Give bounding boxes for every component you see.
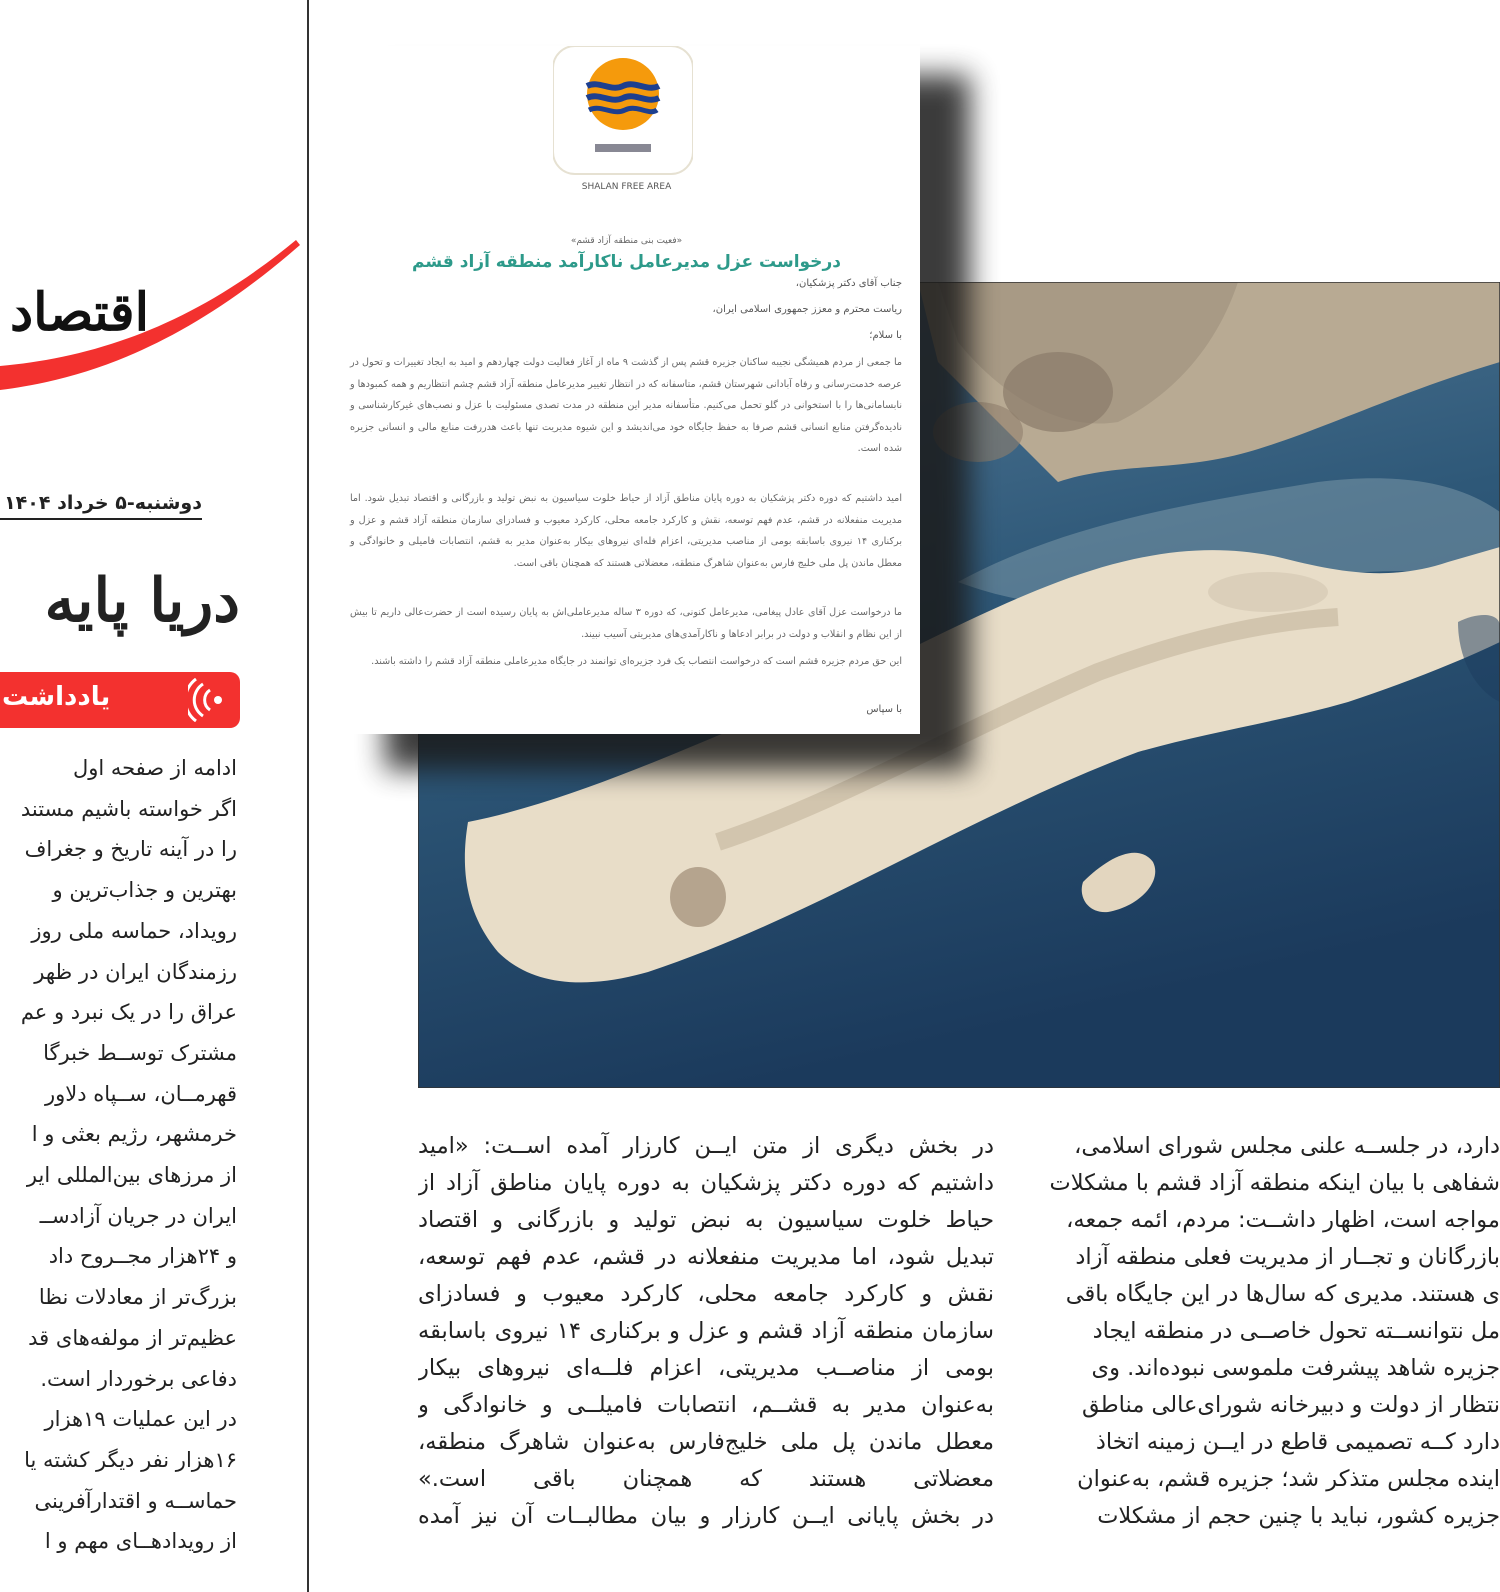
logo-caption: SHALAN FREE AREA: [581, 182, 672, 192]
article-line: بزرگ‌تر از معادلات نظا: [38, 1285, 237, 1310]
article-line: در بخش دیگری از متن ایــن کارزار آمده اســت: «امید: [418, 1133, 994, 1159]
article-line: در این عملیات ۱۹هزار: [44, 1407, 237, 1432]
section-kicker-bar: [0, 672, 240, 728]
article-line: مشترک توســط خبرگا: [43, 1040, 237, 1065]
article-line: و ۲۴هزار مجــروح داد: [48, 1244, 237, 1269]
article-line: رزمندگان ایران در ظهر: [34, 959, 237, 984]
article-line: را در آینه تاریخ و جغراف: [24, 837, 237, 862]
letter-closing: با سپاس: [866, 704, 902, 715]
letter-paragraph: امید داشتیم که دوره دکتر پزشکیان به دوره پایان مناطق آزاد از حیاط خلوت سیاسیون به نبض تولید و بازرگانی و اقتصاد تبدیل شود. اما مدیریت منفعلانه در قشم، عدم فهم توسعه، نقش و کارکرد جامعه محلی، کارکرد معیوب و فسادزای سازمان منطقه آزاد قشم و عزل و برکناری ۱۴ نیروی باسابقه بومی از مناصب مدیریتی، اعزام فله‌ای نیروهای بیکار به‌عنوان مدیر به قشم، انتصابات فامیلی و خانوادگی و معطل ماندن پل ملی خلیج فارس به‌عنوان شاهرگ منطقه، معضلاتی هستند که همچنان باقی است.: [350, 493, 902, 569]
article-line: بازرگانان و تجــار از مدیریت فعلی منطقه آزاد: [1075, 1244, 1500, 1270]
article-line: عظیم‌تر از مولفه‌های قد: [28, 1325, 237, 1350]
letter-paragraph: این حق مردم جزیره قشم است که درخواست انتصاب یک فرد جزیره‌ای توانمند در جایگاه مدیرعاملی منطقه آزاد قشم را داشته باشند.: [371, 656, 902, 667]
letter-paragraph: ما جمعی از مردم همیشگی نجیبه ساکنان جزیره قشم پس از گذشت ۹ ماه از آغاز فعالیت دولت چهاردهم و امید به ایجاد تغییرات و تحول در عرصه خدمت‌رسانی و رفاه آبادانی شهرستان قشم، متاسفانه که در انتظار تغییر مدیرعامل منطقه آزاد قشم چشم انتظاریم و همه کمبودها و نابسامانی‌ها را با استخوانی در گلو تحمل می‌کنیم. متأسفانه مدیر این منطقه در مدت تصدی مسئولیت با عزل و نصب‌های غیرکارشناسی و نادیده‌گرفتن منابع انسانی قشم صرفا به حفظ جایگاه خود می‌اندیشد و این شیوه مدیریت تنها باعث هدررفت منابع مالی و انسانی جزیره شده است.: [350, 357, 903, 454]
article-line: نتظار از دولت و دبیرخانه شورای‌عالی مناطق: [1082, 1392, 1500, 1418]
article-middle-column: [418, 1128, 994, 1535]
salutation-line: جناب آقای دکتر پزشکیان،: [795, 278, 902, 289]
article-line: حماســه و اقتدارآفرینی: [34, 1488, 237, 1513]
article-line: از رویدادهــای مهم و ا: [44, 1529, 237, 1554]
article-line: جزیره شاهد پیشرفت ملموسی نبوده‌اند. وی: [1091, 1355, 1500, 1381]
article-line: رویداد، حماسه ملی روز: [31, 918, 237, 943]
article-line: داشتیم که دوره دکتر پزشکیان به دوره پایان مناطق آزاد از: [418, 1170, 994, 1196]
letter-header-small: «فعیت بنی منطقه آزاد قشم»: [570, 236, 683, 246]
article-line: نقش و کارکرد جامعه محلی، کارکرد معیوب و فسادزای: [418, 1281, 994, 1307]
article-line: شفاهی با بیان اینکه منطقه آزاد قشم با مشکلات: [1049, 1170, 1500, 1196]
article-line: ادامه از صفحه اول: [72, 756, 237, 780]
article-line: به‌عنوان مدیر به قشــم، انتصابات فامیلــی و خانوادگی و: [418, 1392, 994, 1418]
article-line: ی هستند. مدیری که سال‌ها در این جایگاه باقی: [1065, 1281, 1500, 1307]
article-right-column: [1044, 1128, 1500, 1535]
article-line: حیاط خلوت سیاسیون به نبض تولید و بازرگانی و اقتصاد: [418, 1207, 994, 1233]
article-line: جزیره کشور، نباید با چنین حجم از مشکلات: [1097, 1503, 1500, 1529]
article-line: ایران در جریان آزادســ: [39, 1203, 237, 1228]
article-line: بومی از مناصــب مدیریتی، اعزام فلــه‌ای نیروهای بیکار: [418, 1355, 994, 1381]
article-line: دارد، در جلســه علنی مجلس شورای اسلامی،: [1074, 1133, 1500, 1159]
article-line: سازمان منطقه آزاد قشم و عزل و برکناری ۱۴ نیروی باسابقه: [418, 1318, 994, 1344]
petition-letter: [333, 46, 920, 734]
article-line: اگر خواسته باشیم مستند: [20, 796, 237, 821]
article-line: اینده مجلس متذکر شد؛ جزیره قشم، به‌عنوان: [1077, 1466, 1500, 1492]
article-line: در بخش پایانی ایــن کارزار و بیان مطالبــات آن نیز آمده: [418, 1503, 994, 1529]
letter-title: درخواست عزل مدیرعامل ناکارآمد منطقه آزاد قشم: [412, 252, 841, 272]
issue-date: دوشنبه-۵ خرداد ۱۴۰۴: [0, 492, 202, 520]
article-line: بهترین و جذاب‌ترین و: [52, 878, 237, 903]
article-line: دفاعی برخوردار است.: [40, 1366, 237, 1391]
article-line: دارد کــه تصمیمی قاطع در ایــن زمینه اتخاذ: [1095, 1429, 1500, 1455]
article-line: عراق را در یک نبرد و عم: [20, 1000, 237, 1025]
letter-paragraph: ما درخواست عزل آقای عادل پیغامی، مدیرعامل کنونی، که دوره ۳ ساله مدیرعاملی‌اش به پایان رسیده است از حضرت‌عالی داریم تا بیش از این نظام و انقلاب و دولت در برابر ادعاها و ناکارآمدی‌های مدیریتی آسیب نبیند.: [350, 607, 903, 640]
article-line: از مرزهای بین‌المللی ایر: [26, 1163, 237, 1188]
broadcast-icon: [188, 678, 232, 722]
salutation-line: ریاست محترم و معزز جمهوری اسلامی ایران،: [712, 304, 902, 315]
column-divider: [307, 0, 309, 1592]
article-line: معطل ماندن پل ملی خلیج‌فارس به‌عنوان شاهرگ منطقه،: [418, 1429, 994, 1455]
article-line: معضلاتی هستند که همچنان باقی است.»: [418, 1466, 994, 1492]
article-line: مواجه است، اظهار داشــت: مردم، ائمه جمعه،: [1066, 1207, 1500, 1233]
article-line: قهرمــان، ســپاه دلاور: [44, 1081, 237, 1106]
article-left-column: [0, 748, 237, 1562]
page-title: دریا پایه: [44, 566, 240, 636]
kicker-label: یادداشت: [2, 682, 111, 712]
greeting-line: با سلام؛: [869, 330, 902, 341]
qeshm-free-zone-logo: [553, 46, 693, 176]
article-line: ۱۶هزار نفر دیگر کشته یا: [24, 1447, 237, 1472]
newspaper-brand: اقتصاد: [10, 282, 150, 343]
article-line: مل نتوانســته تحول خاصــی در منطقه ایجاد: [1092, 1318, 1500, 1344]
article-line: تبدیل شود، اما مدیریت منفعلانه در قشم، عدم فهم توسعه،: [418, 1244, 994, 1270]
article-line: خرمشهر، رژیم بعثی و ا: [31, 1122, 237, 1147]
